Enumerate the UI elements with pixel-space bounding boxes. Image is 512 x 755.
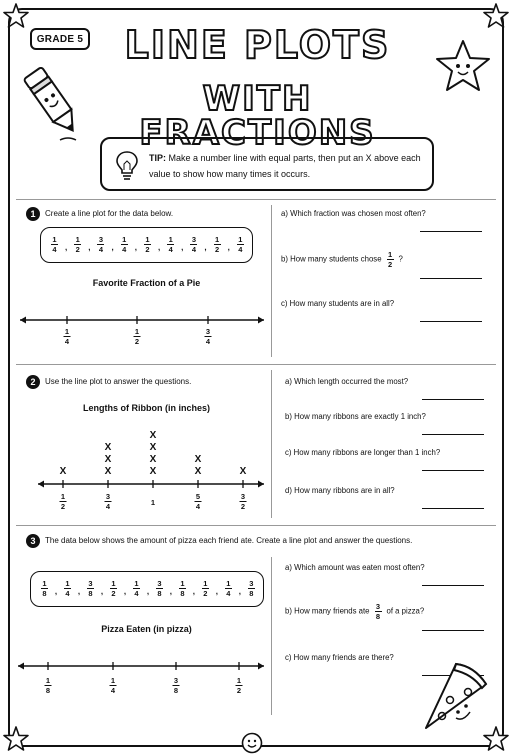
question-text [285,563,425,572]
numerator: 3 [105,492,111,501]
numerator: 3 [249,579,254,588]
denominator: 4 [238,245,243,254]
numerator: 3 [375,602,381,611]
tick-label [173,676,180,695]
fraction [240,492,247,511]
numerator: 1 [145,235,150,244]
tip-body: Make a number line with equal parts, then put an X above each value to show how many times it occurs. [149,153,421,179]
numerator: 1 [134,327,140,336]
fraction [74,235,81,254]
comma: , [227,243,230,252]
question-label: b) How many ribbons are exactly 1 inch? [285,412,426,421]
x-mark: X [194,454,202,465]
tip-box [100,137,434,191]
tip-label: TIP: [149,153,166,163]
section-instruction: Use the line plot to answer the questions. [45,377,192,386]
denominator: 2 [236,686,242,695]
denominator: 4 [110,686,116,695]
fraction [64,327,71,346]
comma: , [123,587,127,596]
denominator: 4 [122,245,127,254]
question-label: c) How many students are in all? [281,299,395,308]
plot-title: Favorite Fraction of a Pie [92,278,201,288]
question-text-before: b) How many friends ate [285,606,370,616]
x-mark: X [104,442,112,453]
tick-label [105,492,112,511]
denominator: 4 [195,502,201,511]
question-text [281,250,403,269]
question-text [281,299,394,308]
fraction [105,492,112,511]
tick-label-integer: 1 [150,498,156,507]
denominator: 4 [52,245,57,254]
question-text-after: ? [398,254,403,264]
x-mark: X [104,466,112,477]
answer-line[interactable] [422,470,484,471]
denominator: 8 [88,589,93,598]
denominator: 8 [180,589,185,598]
numerator: 1 [64,327,70,336]
question-text-before: b) How many students chose [281,254,382,264]
title-line-2: WITH FRACTIONS [139,79,376,153]
fraction [225,579,232,598]
star-icon [483,3,509,29]
numerator: 1 [238,235,243,244]
fraction [87,579,94,598]
numerator: 3 [173,676,179,685]
numerator: 1 [111,579,116,588]
numerator: 1 [60,492,66,501]
comma: , [100,587,104,596]
numerator: 3 [240,492,246,501]
denominator: 4 [105,502,111,511]
denominator: 2 [75,245,80,254]
denominator: 2 [111,589,116,598]
comma: , [111,243,114,252]
title-line-1: LINE PLOTS [124,23,391,67]
x-mark: X [239,466,247,477]
x-mark: X [194,466,202,477]
denominator: 8 [157,589,162,598]
question-label: a) Which amount was eaten most often? [285,563,425,572]
numerator: 1 [75,235,80,244]
fraction [214,235,221,254]
denominator: 4 [226,589,231,598]
section-number: 1 [26,207,40,221]
data-box [40,227,253,263]
x-mark: X [149,454,157,465]
divider [16,199,496,200]
denominator: 2 [134,337,140,346]
fraction [375,602,382,621]
fraction [134,327,141,346]
fraction [202,579,209,598]
denominator: 4 [191,245,196,254]
fraction [121,235,128,254]
answer-line[interactable] [420,278,482,279]
question-label: a) Which fraction was chosen most often? [281,209,426,218]
numerator: 3 [157,579,162,588]
numerator: 1 [122,235,127,244]
question-label: c) How many ribbons are longer than 1 inch? [285,448,441,457]
numerator: 1 [42,579,47,588]
fraction [41,579,48,598]
denominator: 8 [249,589,254,598]
denominator: 4 [134,589,139,598]
numerator: 1 [45,676,51,685]
divider [16,364,496,365]
comma: , [181,243,184,252]
answer-line[interactable] [422,434,484,435]
comma: , [77,587,81,596]
question-text [285,653,394,662]
numerator: 1 [236,676,242,685]
section-number: 2 [26,375,40,389]
data-box [30,571,264,607]
denominator: 4 [98,245,104,254]
column-divider [271,557,272,715]
numerator: 1 [65,579,70,588]
fraction [110,579,117,598]
comma: , [88,243,91,252]
fraction [51,235,58,254]
tick-label [236,676,243,695]
question-label: a) Which length occurred the most? [285,377,409,386]
section-instruction: The data below shows the amount of pizza each friend ate. Create a line plot and answer the questions. [45,536,413,545]
data-list [41,579,255,598]
tick-label [134,327,141,346]
fraction [195,492,202,511]
fraction [156,579,163,598]
fraction [97,235,104,254]
star-icon [3,726,29,752]
comma: , [204,243,207,252]
answer-line[interactable] [420,321,482,322]
numerator: 3 [98,235,104,244]
fraction [190,235,197,254]
comma: , [65,243,68,252]
comma: , [146,587,150,596]
denominator: 2 [203,589,208,598]
denominator: 4 [168,245,173,254]
numerator: 1 [134,579,139,588]
comma: , [215,587,218,596]
tick-label [64,327,71,346]
question-text [281,209,426,218]
fraction [205,327,212,346]
question-label: d) How many ribbons are in all? [285,486,395,495]
fraction [248,579,255,598]
question-text [285,377,408,386]
numerator: 1 [226,579,231,588]
x-mark: X [104,454,112,465]
tick-label [195,492,202,511]
numerator: 3 [191,235,196,244]
question-text [285,486,395,495]
fraction [144,235,151,254]
plot-title: Lengths of Ribbon (in inches) [83,403,210,413]
section-instruction: Create a line plot for the data below. [45,209,174,218]
question-text [285,602,424,621]
tick-label [60,492,67,511]
question-text [285,448,440,457]
lightbulb-icon [114,149,140,181]
grade-label: GRADE 5 [30,28,90,50]
comma: , [54,587,58,596]
numerator: 1 [180,579,185,588]
denominator: 2 [145,245,150,254]
numerator: 1 [203,579,208,588]
fraction [45,676,52,695]
numerator: 3 [205,327,211,336]
fraction [173,676,180,695]
fraction [236,676,243,695]
x-mark: X [149,442,157,453]
denominator: 2 [215,245,220,254]
comma: , [238,587,241,596]
answer-line[interactable] [422,585,484,586]
question-text-after: of a pizza? [386,606,425,616]
answer-line[interactable] [422,630,484,631]
fraction [237,235,244,254]
numerator: 5 [195,492,201,501]
star-icon [3,3,29,29]
pizza-mascot-icon [420,656,492,732]
comma: , [134,243,137,252]
answer-line[interactable] [422,399,484,400]
tip-text [149,150,429,182]
tick-label [45,676,52,695]
numerator: 1 [110,676,116,685]
fraction [179,579,186,598]
numerator: 1 [52,235,57,244]
tick-label [110,676,117,695]
denominator: 8 [375,612,381,621]
answer-line[interactable] [420,231,482,232]
fraction [110,676,117,695]
comma: , [169,587,173,596]
fraction [64,579,71,598]
divider [16,525,496,526]
column-divider [271,370,272,518]
numerator: 3 [88,579,93,588]
x-mark: X [59,466,67,477]
smiley-icon [241,732,263,754]
question-label: c) How many friends are there? [285,653,394,662]
star-mascot-icon [434,38,492,94]
denominator: 4 [64,337,70,346]
tick-label [151,492,155,510]
fraction [387,250,394,269]
comma: , [192,587,196,596]
denominator: 4 [65,589,70,598]
x-mark: X [149,430,157,441]
column-divider [271,205,272,357]
denominator: 4 [205,337,211,346]
numerator: 1 [168,235,173,244]
x-mark: X [149,466,157,477]
section-number: 3 [26,534,40,548]
fraction [133,579,140,598]
numerator: 1 [215,235,220,244]
comma: , [157,243,161,252]
denominator: 8 [173,686,179,695]
denominator: 2 [387,260,393,269]
question-text [285,412,426,421]
pencil-mascot-icon [22,62,86,144]
data-list [51,235,244,254]
denominator: 8 [45,686,51,695]
denominator: 2 [60,502,66,511]
tick-label [205,327,212,346]
tick-label [240,492,247,511]
denominator: 2 [240,502,246,511]
numerator: 1 [387,250,393,259]
fraction [60,492,67,511]
answer-line[interactable] [422,508,484,509]
plot-title: Pizza Eaten (in pizza) [101,624,192,634]
fraction [167,235,174,254]
denominator: 8 [42,589,47,598]
